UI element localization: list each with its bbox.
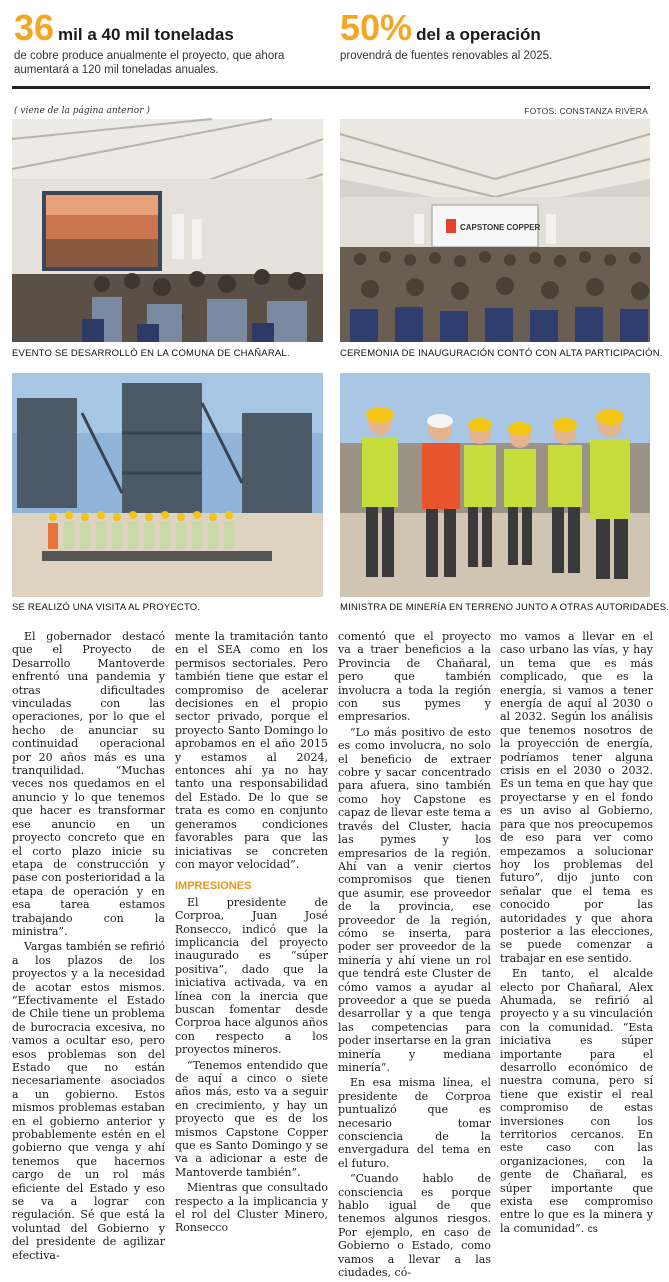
photo-caption: EVENTO SE DESARROLLÓ EN LA COMUNA DE CHAÑARAL. [12,348,290,359]
photo-caption: SE REALIZÓ UNA VISITA AL PROYECTO. [12,602,201,613]
photo-caption: CEREMONIA DE INAUGURACIÓN CONTÓ CON ALTA PARTICIPACIÓN. [340,348,663,359]
article-paragraph [500,967,653,1236]
photo-plant-visit [12,373,323,597]
photo-minister-authorities [340,373,650,597]
article-paragraph: Vargas también se refirió a los plazos de los proyectos y a la necesidad de acotar estos mismos. “Efectivamente el Estado de Chile tiene un problema de burocracia excesiva, no vamos a ocultar eso, pero esos problemas son del Estado que no están necesariamente asociados a un gobierno. Estos mismos problemas estaban en el gobierno anterior y probablemente estén en el gobierno que venga y ahí tenemos que hacernos cargo de un rol más eficiente del Estado y eso se va a lograr con regulación. Sé que está la voluntad del Gobierno y del presidente de agilizar efectiva- [12,940,165,1262]
stat-number: 50% [340,7,413,48]
end-mark: cs [587,1223,598,1235]
stat-subtext: provendrá de fuentes renovables al 2025. [340,50,553,62]
article-paragraph: comentó que el proyecto va a traer beneficios a la Provincia de Chañaral, pero que también involucra a toda la región con sus pymes y empresarios. [338,630,491,724]
article-column-4 [500,630,653,1238]
header-divider [12,86,650,89]
article-paragraph: El gobernador destacó que el Proyecto de Desarrollo Mantoverde enfrentó una pandemia y otras dificultades vinculadas con las operaciones, por lo que el hecho de anunciar su continuidad operacional por 20 años más es una tranquilidad. “Muchas veces nos quedamos en el anuncio y lo que tenemos que hacer es transformar ese anuncio en un proyecto concreto que en el corto plazo inicie su etapa de construcción y pase con posterioridad a la etapa de operación y en esa tarea estamos trabajando con la ministra”. [12,630,165,938]
stat-subtext: de cobre produce anualmente el proyecto, que ahora aumentará a 120 mil toneladas anuales. [14,50,285,76]
photo-ceremony [340,119,650,342]
article-paragraph: El presidente de Corproa, Juan José Ronsecco, indicó que la implicancia del proyecto inaugurado es “súper positiva”, dado que la iniciativa activada, va en línea con la inercia que buscan fomentar desde Corproa hace algunos años con respecto a los proyectos mineros. [175,895,328,1057]
article-paragraph: “Tenemos entendido que de aquí a cinco o siete años más, esto va a seguir en crecimiento, y hay un proyecto que es de los mismos Capstone Copper que es Santo Domingo y se va a adicionar a este de Mantoverde también”. [175,1058,328,1179]
section-subhead: IMPRESIONES [175,880,252,893]
stat-headline: del a operación [416,25,541,44]
stat-box-production [14,7,326,82]
stat-number: 36 [14,7,55,48]
stat-headline: mil a 40 mil toneladas [58,25,234,44]
article-paragraph: En esa misma línea, el presidente de Corproa puntualizó que es necesario tomar consciencia de la envergadura del tema en el futuro. [338,1076,491,1170]
article-paragraph: “Cuando hablo de consciencia es porque hablo igual de que tenemos algunos riesgos. Por ejemplo, en caso de Gobierno o Estado, como vamos a llevar a las ciudades, có- [338,1172,491,1280]
photo-credit: FOTOS: CONSTANZA RIVERA [524,106,648,116]
article-paragraph: mente la tramitación tanto en el SEA como en los permisos sectoriales. Pero también tiene que estar el compromiso de acelerar decisiones en el propio sector privado, porque el proyecto Santo Domingo lo aprobamos en el año 2015 y estamos al 2024, entonces ahí ya no hay tanto una responsabilidad del Estado. De lo que se trata es como en conjunto generamos condiciones favorables para que las iniciativas se concreten con mayor velocidad”. [175,630,328,871]
article-paragraph: mo vamos a llevar en el caso urbano las vías, y hay un tema que es más complicado, que es la energía, si vamos a tener energía de aquí al 2030 o al 2032. Según los análisis que tenemos nosotros de la proyección de energía, podríamos tener alguna crisis en el 2030 o 2032. Es un tema en que hay que proyectarse y en el fondo es un aviso al Gobierno, para que nos preocupemos de eso para ver como empezamos a solucionar hoy los problemas del futuro”, dijo junto con señalar que el tema es conocido por las autoridades y que ahora posterior a las elecciones, se puede comenzar a trabajar en ese sentido. [500,630,653,965]
article-column-2 [175,630,328,1237]
photo-event-tent [12,119,323,342]
stat-box-renewable [340,7,650,82]
article-paragraph: Mientras que consultado respecto a la implicancia y el rol del Cluster Minero, Ronsecco [175,1181,328,1235]
article-paragraph: “Lo más positivo de esto es como involucra, no solo el beneficio de extraer cobre y sacar concentrado para afuera, sino también como hoy Capstone es capaz de llevar este tema a través del Cluster, hacia las pymes y los empresarios de la región. Ahí van a venir ciertos compromisos que tienen que asumir, ese proveedor de la provincia, ese proveedor de la región, cómo se inserta, para poder ser proveedor de la minería y ahí viene un rol que tendrá este Cluster de cómo vamos a ayudar al proveedor a que se pueda desarrollar y a que tenga las competencias para poder insertarse en la gran minería y mediana minería”. [338,725,491,1074]
screen-logo-text: CAPSTONE COPPER [460,223,541,232]
photo-caption: MINISTRA DE MINERÍA EN TERRENO JUNTO A OTRAS AUTORIDADES. [340,602,669,613]
article-column-3 [338,630,491,1282]
article-paragraph-text: En tanto, el alcalde electo por Chañaral, Alex Ahumada, se refirió al proyecto y a su vinculación con la comunidad. “Esta iniciativa es súper importante para el desarrollo económico de nuestra comuna, pero sí tiene que existir el real compromiso de estas inversiones con los territorios cercanos. En este caso con las organizaciones, con la gente de Chañaral, es súper importante que exista ese compromiso entre lo que es la minera y la comunidad”. [500,967,653,1235]
continued-note: ( viene de la página anterior ) [14,106,150,116]
article-column-1 [12,630,165,1264]
